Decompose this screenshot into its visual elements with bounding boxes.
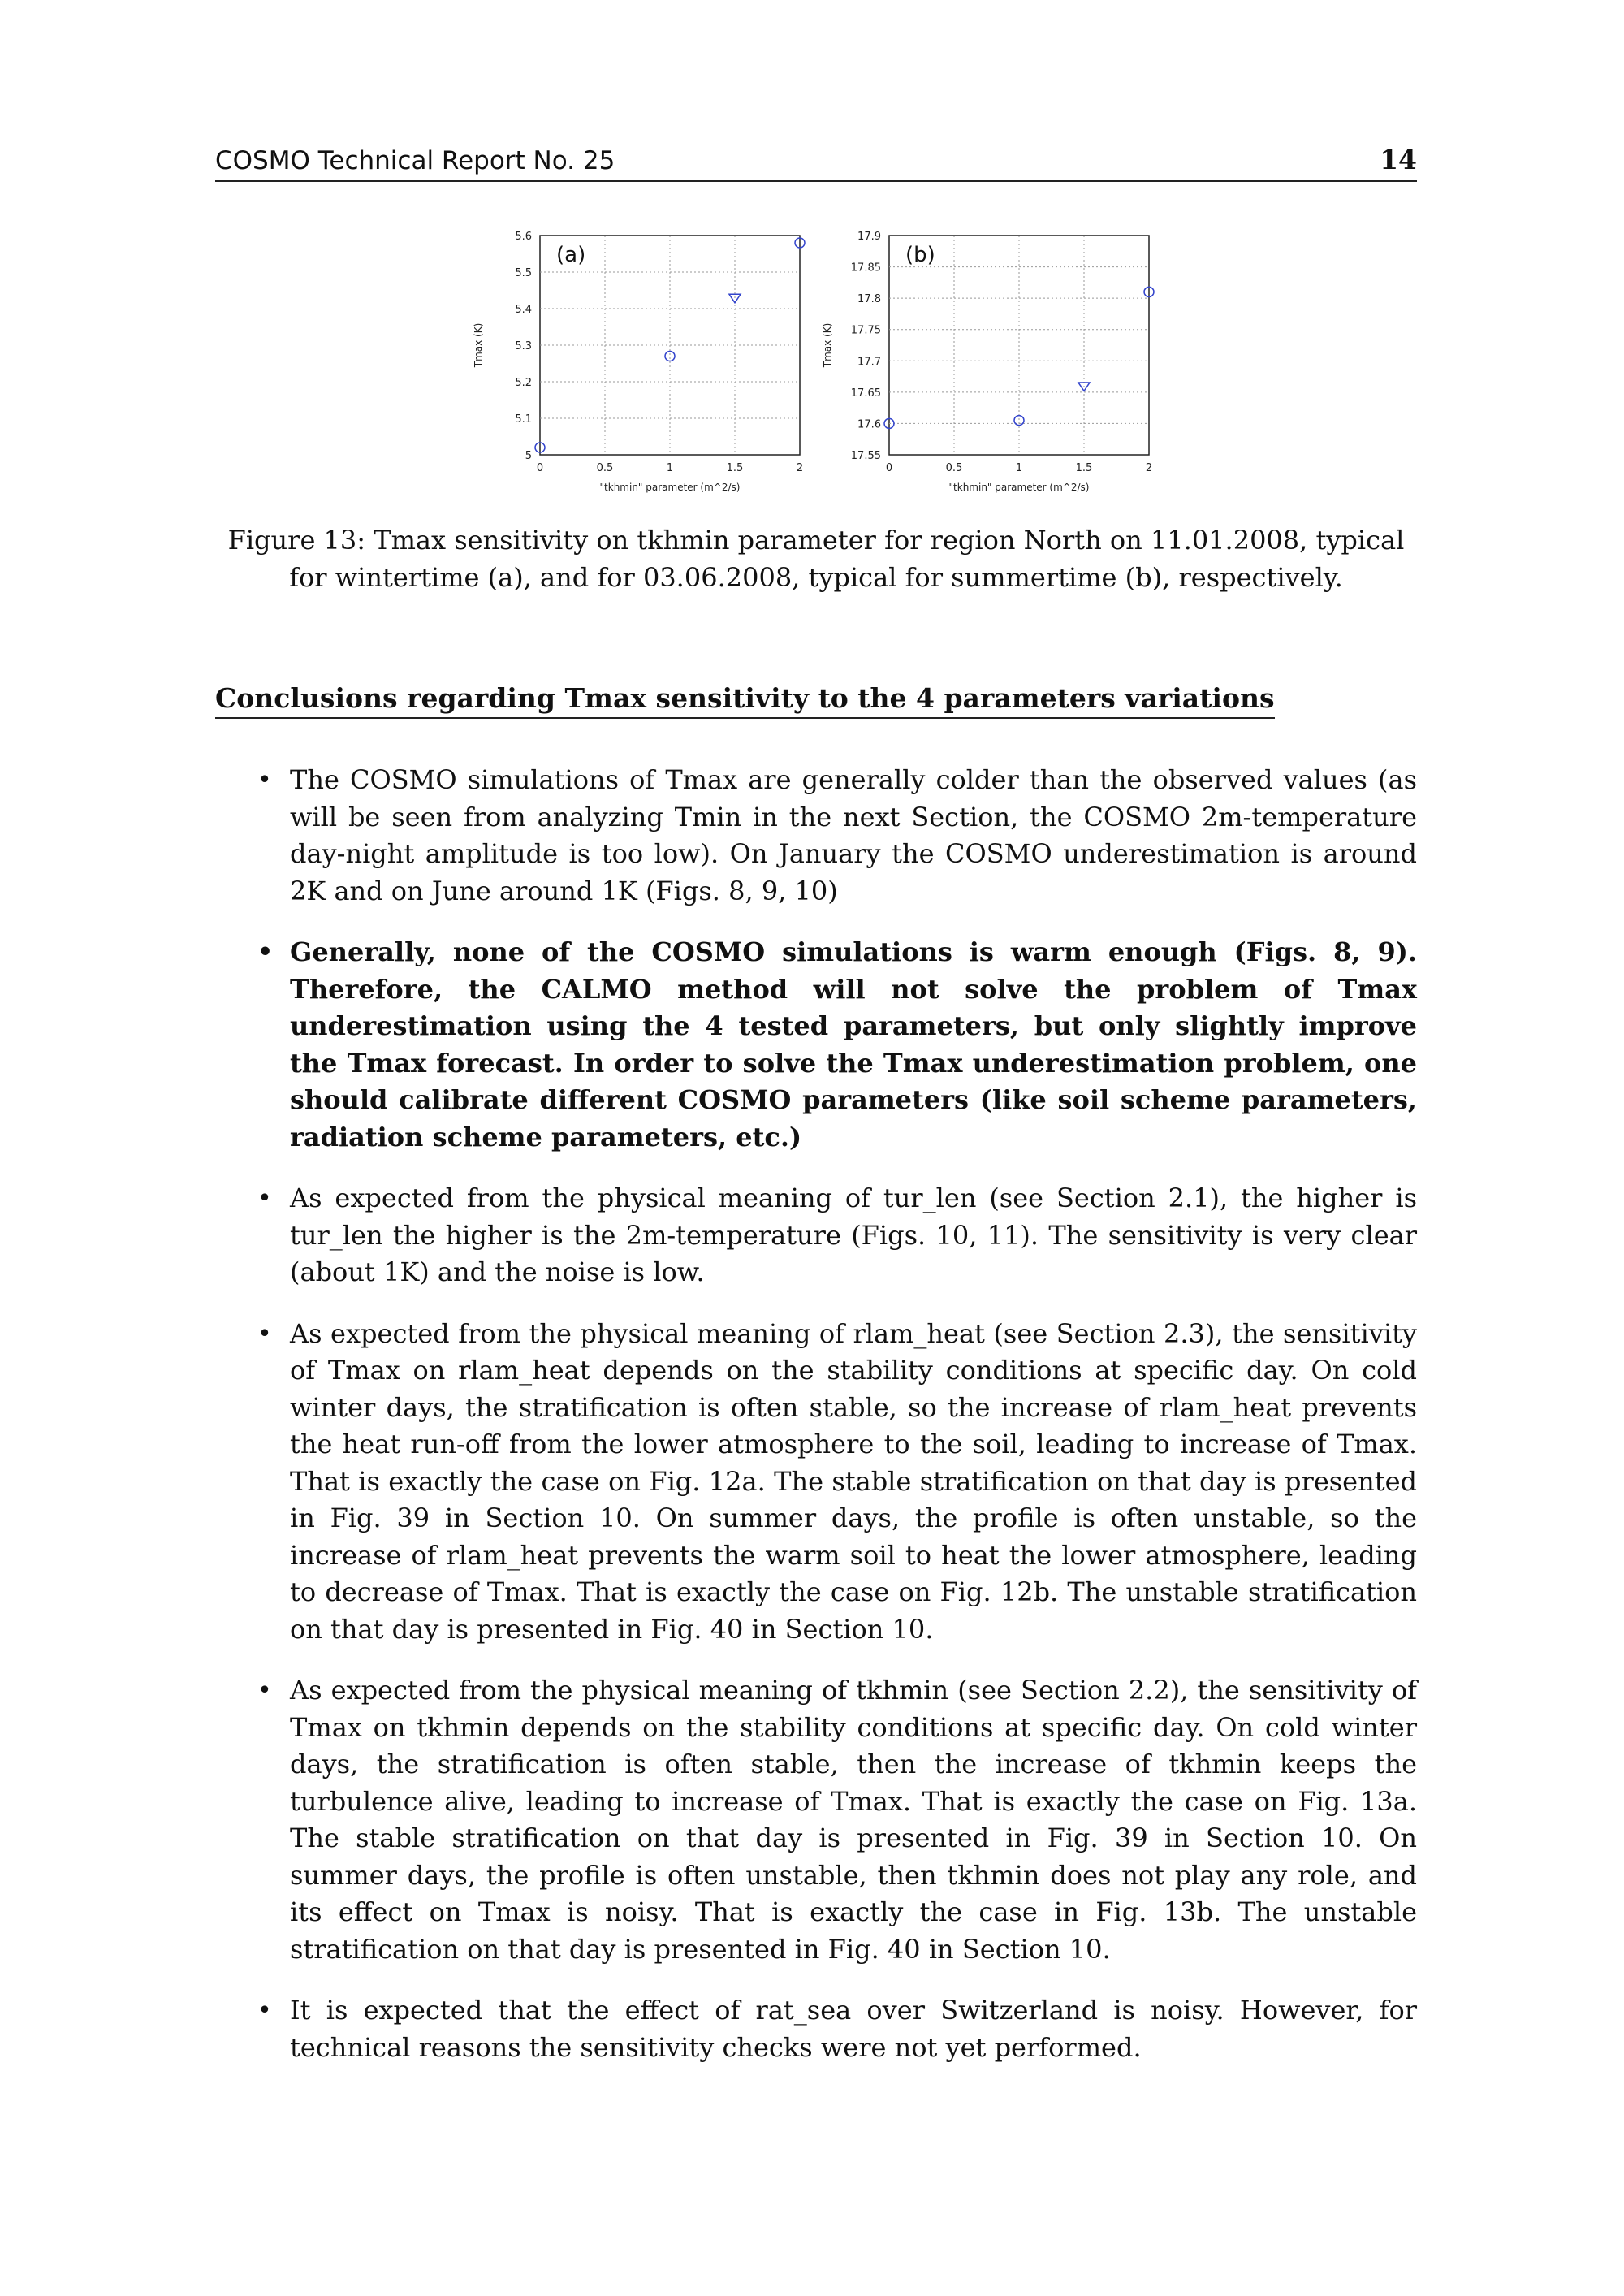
y-tick-label: 5.1 <box>515 413 532 426</box>
list-item-text: It is expected that the effect of rat_sea over Switzerland is noisy. However, for technical reasons the sensitivity checks were not yet performed. <box>290 1995 1417 2063</box>
figure-caption: Figure 13: Tmax sensitivity on tkhmin parameter for region North on 11.01.2008, typical for wintertime (a), and for 03.06.2008, typical for summertime (b), respectively. <box>227 525 1405 593</box>
x-tick-label: 0 <box>885 462 893 474</box>
header-rule <box>215 180 1417 182</box>
bullet-icon: • <box>257 938 274 966</box>
chart-b <box>800 227 1157 504</box>
x-tick-label: 1 <box>666 462 674 474</box>
list-item <box>215 1316 1417 1649</box>
panel-label: (a) <box>556 243 586 267</box>
y-tick-label: 5.5 <box>515 267 532 279</box>
bullet-icon: • <box>257 1319 272 1348</box>
y-tick-label: 5.3 <box>515 340 532 352</box>
running-title: COSMO Technical Report No. 25 <box>215 146 615 175</box>
x-axis-label: "tkhmin" parameter (m^2/s) <box>599 482 741 493</box>
page-header <box>215 145 1417 182</box>
chart-a <box>451 227 808 504</box>
y-tick-label: 17.9 <box>857 231 881 243</box>
x-tick-label: 2 <box>796 462 804 474</box>
list-item-text: As expected from the physical meaning of tur_len (see Section 2.1), the higher is tur_len the higher is the 2m-temperature (Figs. 10, 11). The sensitivity is very clear (about 1K) and the noise is low. <box>290 1183 1417 1287</box>
bullet-icon: • <box>257 1184 272 1213</box>
y-tick-label: 17.85 <box>850 262 881 275</box>
y-tick-label: 17.6 <box>857 418 881 431</box>
x-tick-label: 1.5 <box>726 462 744 474</box>
list-item <box>215 762 1417 910</box>
list-item <box>215 1672 1417 1968</box>
list-item <box>215 934 1417 1156</box>
y-tick-label: 17.55 <box>850 450 881 462</box>
list-item-text: The COSMO simulations of Tmax are generally colder than the observed values (as will be seen from analyzing Tmin in the next Section, the COSMO 2m-temperature day-night amplitude is too low). On January the COSMO underestimation is around 2K and on June around 1K (Figs. 8, 9, 10) <box>290 764 1417 906</box>
x-tick-label: 0 <box>536 462 544 474</box>
y-tick-label: 5.4 <box>515 304 532 316</box>
list-item-text: As expected from the physical meaning of tkhmin (see Section 2.2), the sensitivity of Tmax on tkhmin depends on the stability conditions at specific day. On cold winter days, the stratification is often stable, then the increase of tkhmin keeps the turbulence alive, leading to increase of Tmax. That is exactly the case on Fig. 13a. The stable stratification on that day is presented in Fig. 39 in Section 10. On summer days, the profile is often unstable, then tkhmin does not play any role, and its effect on Tmax is noisy. That is exactly the case in Fig. 13b. The unstable stratification on that day is presented in Fig. 40 in Section 10. <box>290 1675 1417 1965</box>
y-tick-label: 5.6 <box>515 231 532 243</box>
y-tick-label: 17.8 <box>857 293 881 306</box>
y-tick-label: 17.65 <box>850 387 881 400</box>
x-tick-label: 0.5 <box>596 462 614 474</box>
conclusions-list <box>215 762 1417 2091</box>
y-tick-label: 17.75 <box>850 324 881 337</box>
list-item-text: Generally, none of the COSMO simulations is warm enough (Figs. 8, 9). Therefore, the CALMO method will not solve the problem of Tmax underestimation using the 4 tested parameters, but only slightly improve the Tmax forecast. In order to solve the Tmax underestimation problem, one should calibrate different COSMO parameters (like soil scheme parameters, radiation scheme parameters, etc.) <box>290 936 1417 1152</box>
bullet-icon: • <box>257 766 272 794</box>
y-axis-label: Tmax (K) <box>473 322 484 368</box>
y-tick-label: 5.2 <box>515 377 532 389</box>
panel-label: (b) <box>905 243 935 267</box>
list-item <box>215 1180 1417 1291</box>
panel-b <box>800 227 1157 507</box>
bullet-icon: • <box>257 1676 272 1705</box>
x-tick-label: 0.5 <box>945 462 963 474</box>
y-tick-label: 17.7 <box>857 356 881 369</box>
page-number: 14 <box>1380 144 1417 175</box>
list-item-text: As expected from the physical meaning of rlam_heat (see Section 2.3), the sensitivity of Tmax on rlam_heat depends on the stability conditions at specific day. On cold winter days, the stratification is often stable, so the increase of rlam_heat prevents the heat run-off from the lower atmosphere to the soil, leading to increase of Tmax. That is exactly the case on Fig. 12a. The stable stratification on that day is presented in Fig. 39 in Section 10. On summer days, the profile is often unstable, so the increase of rlam_heat prevents the warm soil to heat the lower atmosphere, leading to decrease of Tmax. That is exactly the case on Fig. 12b. The unstable stratification on that day is presented in Fig. 40 in Section 10. <box>290 1317 1417 1645</box>
panel-a <box>451 227 808 507</box>
x-axis-label: "tkhmin" parameter (m^2/s) <box>948 482 1090 493</box>
y-tick-label: 5 <box>525 450 532 462</box>
x-tick-label: 2 <box>1145 462 1153 474</box>
section-title: Conclusions regarding Tmax sensitivity to the 4 parameters variations <box>215 682 1275 719</box>
y-axis-label: Tmax (K) <box>822 322 833 368</box>
x-tick-label: 1 <box>1015 462 1023 474</box>
x-tick-label: 1.5 <box>1075 462 1093 474</box>
list-item <box>215 1992 1417 2066</box>
bullet-icon: • <box>257 1996 272 2025</box>
